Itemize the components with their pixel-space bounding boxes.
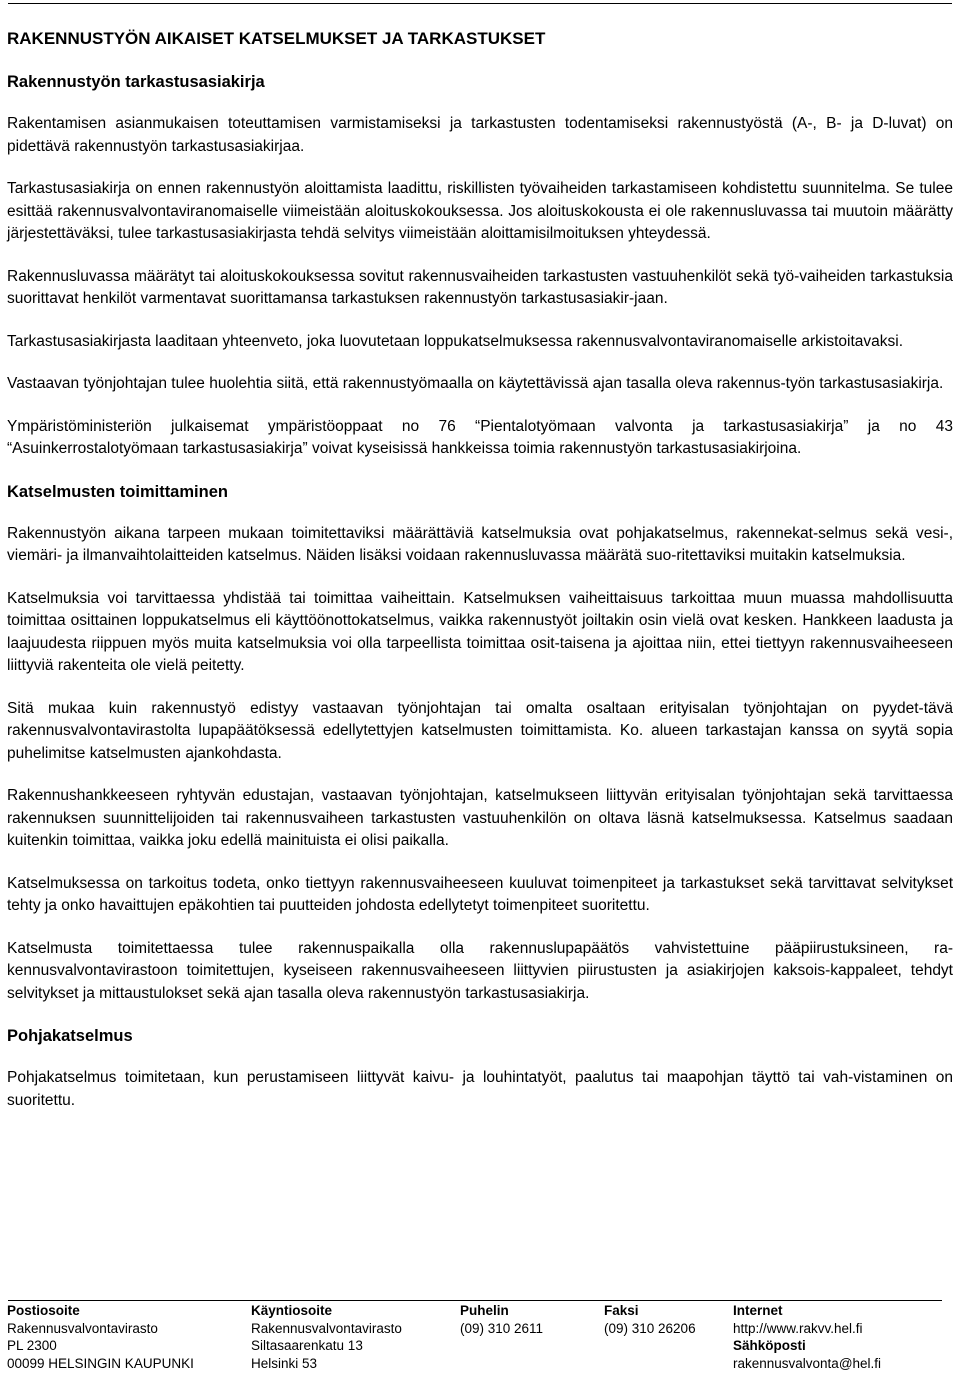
footer-line: 00099 HELSINGIN KAUPUNKI — [7, 1355, 194, 1371]
footer-phone-number: (09) 310 2611 — [460, 1320, 544, 1336]
footer-rule — [8, 1300, 942, 1301]
section-heading-katselmusten-toimittaminen: Katselmusten toimittaminen — [7, 482, 228, 501]
footer-label-puhelin: Puhelin — [460, 1303, 509, 1318]
footer-phone — [460, 1302, 543, 1337]
footer-fax-number: (09) 310 26206 — [604, 1320, 696, 1336]
paragraph: Pohjakatselmus toimitetaan, kun perustamiseen liittyvät kaivu- ja louhintatyöt, paalutus tai maapohjan täyttö tai vah-vistaminen on suoritettu. — [7, 1069, 953, 1109]
footer-label-sahkoposti: Sähköposti — [733, 1338, 806, 1353]
footer-line: Siltasaarenkatu 13 — [251, 1338, 363, 1353]
footer-label-faksi: Faksi — [604, 1303, 639, 1318]
paragraph: Sitä mukaa kuin rakennustyö edistyy vastaavan työnjohtajan tai omalta osaltaan erityisalan työnjohtajan on pyydet-tävä rakennusvalvontavirastolta lupapäätöksessä edellytettyjen katselmusten toimittamista. Ko. alueen tarkastajan kanssa on syytä sopia puhelimitse katselmusten ajankohdasta. — [7, 699, 953, 762]
paragraph: Rakennustyön aikana tarpeen mukaan toimitettaviksi määrättäviä katselmuksia ovat pohjakatselmus, rakennekat-selmus sekä vesi-, viemäri- ja ilmanvaihtolaitteiden katselmus. Näiden lisäksi voidaan rakennusluvassa määrätä suo-ritettaviksi muitakin katselmuksia. — [7, 524, 953, 564]
page-title: RAKENNUSTYÖN AIKAISET KATSELMUKSET JA TARKASTUKSET — [7, 29, 546, 48]
top-rule — [8, 3, 952, 4]
footer-fax — [604, 1302, 696, 1337]
paragraph: Katselmuksessa on tarkoitus todeta, onko tiettyyn rakennusvaiheeseen kuuluvat toimenpiteet ja tarkastukset sekä tarvittavat selvitykset tehty ja onko havaittujen epäkohtien tai puutteiden johdosta edellytetyt toimenpiteet suoritettu. — [7, 874, 953, 914]
paragraph: Rakennusluvassa määrätyt tai aloituskokouksessa sovitut rakennusvaiheiden tarkastusten vastuuhenkilöt sekä työ-vaiheiden tarkastuksia suorittavat henkilöt varmentavat suorittamansa tarkastuksen rakennustyön tarkastusasiakir-jaan. — [7, 267, 953, 307]
paragraph: Katselmuksia voi tarvittaessa yhdistää tai toimittaa vaiheittain. Katselmuksen vaiheittaisuus tarkoittaa muun muassa mahdollisuutta toimittaa osittainen loppukatselmus eli käyttöönottokatselmus, vaikka rakennustyöt joiltakin osin vielä ovat kesken. Hankkeen laadusta ja laajuudesta riippuen myös muita katselmuksia voi olla tarpeellista toimittaa osit-taisena ja ajoittaa niin, ettei tiettyyn rakennusvaiheeseen liittyviä rakenteita ole vielä peitetty. — [7, 589, 953, 674]
paragraph: Katselmusta toimitettaessa tulee rakennuspaikalla olla rakennuslupapäätös vahvistettuine pääpiirustuksineen, ra-kennusvalvontavirastoon toimitettujen, kyseiseen rakennusvaiheeseen liittyvien piirustusten ja asiakirjojen kaksois-kappaleet, tehdyt selvitykset ja mittaustulokset sekä ajan tasalla oleva rakennustyön tarkastusasiakirja. — [7, 939, 953, 1002]
paragraph: Rakennushankkeeseen ryhtyvän edustajan, vastaavan työnjohtajan, katselmukseen liittyvän erityisalan työnjohtajan sekä tarvittaessa rakennuksen suunnittelijoiden tai rakennusvaiheen tarkastusten vastuuhenkilön on oltava läsnä katselmuksessa. Katselmus saadaan kuitenkin toimittaa, vaikka joku edellä mainituista ei olisi paikalla. — [7, 787, 953, 849]
footer-email-link[interactable]: rakennusvalvonta@hel.fi — [733, 1355, 882, 1371]
section-heading-pohjakatselmus: Pohjakatselmus — [7, 1027, 133, 1045]
subtitle: Rakennustyön tarkastusasiakirja — [7, 73, 265, 91]
paragraph: Rakentamisen asianmukaisen toteuttamisen varmistamiseksi ja tarkastusten todentamiseksi rakennustyöstä (A-, B- ja D-luvat) on pidettävä rakennustyön tarkastusasiakirjaa. — [7, 115, 953, 155]
document-body — [7, 27, 953, 1112]
footer-line: Rakennusvalvontavirasto — [7, 1320, 158, 1336]
footer-line: Rakennusvalvontavirasto — [251, 1320, 402, 1336]
footer-label-kayntiosoite: Käyntiosoite — [251, 1303, 333, 1318]
paragraph: Tarkastusasiakirja on ennen rakennustyön aloittamista laadittu, riskillisten työvaiheiden tarkastamiseen kohdistettu suunnitelma. Se tulee esittää rakennusvalvontaviranomaiselle viimeistään aloituskokouksessa. Jos aloituskokousta ei ole rakennusluvassa tai muutoin määrätty järjestettäväksi, tulee tarkastusasiakirjasta tehdä selvitys viimeistään aloittamisilmoituksen yhteydessä. — [7, 180, 953, 242]
footer-label-postiosoite: Postiosoite — [7, 1303, 80, 1318]
footer-visiting-address — [251, 1302, 402, 1372]
footer-internet — [733, 1302, 881, 1372]
footer-postal-address — [7, 1302, 194, 1372]
footer-label-internet: Internet — [733, 1303, 783, 1318]
paragraph: Ympäristöministeriön julkaisemat ympäristöoppaat no 76 “Pientalotyömaan valvonta ja tarkastusasiakirja” ja no 43 “Asuinkerrostalotyömaan tarkastusasiakirja” voivat kyseisissä hankkeissa toimia rakennustyön tarkastusasiakirjoina. — [7, 417, 953, 457]
paragraph: Vastaavan työnjohtajan tulee huolehtia siitä, että rakennustyömaalla on käytettävissä ajan tasalla oleva rakennus-työn tarkastusasiakirja. — [7, 375, 944, 392]
footer-line: PL 2300 — [7, 1338, 57, 1353]
footer-website-link[interactable]: http://www.rakvv.hel.fi — [733, 1320, 863, 1336]
footer-line: Helsinki 53 — [251, 1355, 318, 1371]
paragraph: Tarkastusasiakirjasta laaditaan yhteenveto, joka luovutetaan loppukatselmuksessa rakennusvalvontaviranomaiselle arkistoitavaksi. — [7, 332, 904, 350]
